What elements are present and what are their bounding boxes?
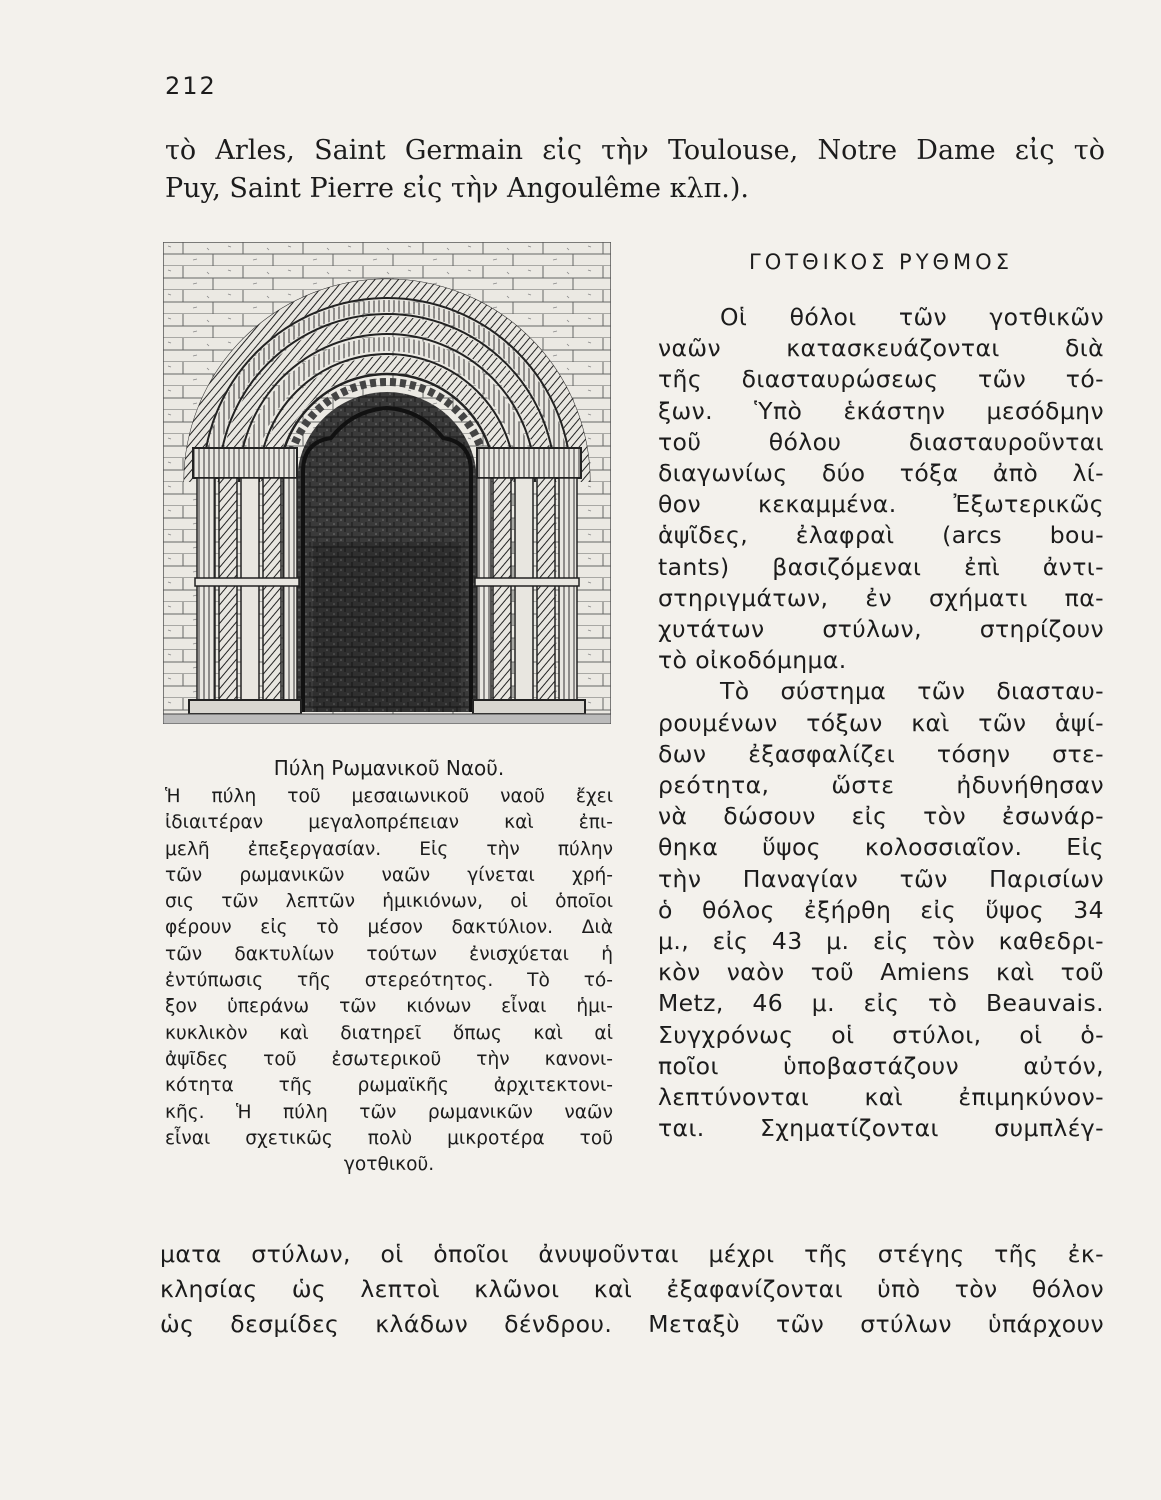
text-line: θον κεκαμμένα. Ἐξωτερικῶς <box>658 490 1104 519</box>
caption-line: τῶν ρωμανικῶν ναῶν γίνεται χρή- <box>165 864 613 886</box>
romanesque-portal-illustration <box>163 242 611 724</box>
full-width-paragraph <box>160 1237 1104 1342</box>
text-line: ὁ θόλος ἐξήρθη εἰς ὕψος 34 <box>658 895 1104 924</box>
text-line: νὰ δώσουν εἰς τὸν ἐσωνάρ- <box>658 802 1104 831</box>
text-line: χυτάτων στύλων, στηρίζουν <box>658 615 1104 644</box>
caption-line: ξον ὑπεράνω τῶν κιόνων εἶναι ἡμι- <box>165 996 613 1018</box>
text-line: ναῶν κατασκευάζονται διὰ <box>658 334 1104 363</box>
caption-line: εἶναι σχετικῶς πολὺ μικροτέρα τοῦ <box>165 1127 613 1149</box>
caption-line: κυκλικὸν καὶ διατηρεῖ ὅπως καὶ αἱ <box>165 1022 613 1044</box>
page-number: 212 <box>165 72 217 100</box>
caption-line: κότητα τῆς ρωμαϊκῆς ἀρχιτεκτονι- <box>165 1075 613 1097</box>
text-line: Metz, 46 μ. εἰς τὸ Beauvais. <box>658 989 1104 1018</box>
text-line: τοῦ θόλου διασταυροῦνται <box>658 427 1104 456</box>
text-line: θηκα ὕψος κολοσσιαῖον. Εἰς <box>658 833 1104 862</box>
text-line: ρουμένων τόξων καὶ τῶν ἁψί- <box>658 708 1104 737</box>
intro-paragraph <box>165 132 1105 208</box>
section-heading: ΓΟΤΘΙΚΟΣ ΡΥΘΜΟΣ <box>749 250 1013 274</box>
text-line: ἁψῖδες, ἐλαφραὶ (arcs bou- <box>658 521 1104 550</box>
caption-line: ἀψῖδες τοῦ ἐσωτερικοῦ τὴν κανονι- <box>165 1048 613 1070</box>
text-line: Puy, Saint Pierre εἰς τὴν Angoulême κλπ.). <box>165 173 750 204</box>
caption-line: σις τῶν λεπτῶν ἡμικιόνων, οἱ ὁποῖοι <box>165 891 613 913</box>
caption-line: τῶν δακτυλίων τούτων ἐνισχύεται ἡ <box>165 943 613 965</box>
text-line: Οἱ θόλοι τῶν γοτθικῶν <box>720 303 1104 331</box>
caption-line: ἰδιαιτέραν μεγαλοπρέπειαν καὶ ἐπι- <box>165 812 613 834</box>
text-line: Συγχρόνως οἱ στύλοι, οἱ ὁ- <box>658 1020 1104 1049</box>
figure-caption <box>165 784 613 1178</box>
text-line: ματα στύλων, οἱ ὁποῖοι ἀνυψοῦνται μέχρι τῆς στέγης τῆς ἐκ- <box>160 1240 1104 1268</box>
text-line: Τὸ σύστημα τῶν διασταυ- <box>720 677 1104 706</box>
caption-line: κῆς. Ἡ πύλη τῶν ρωμανικῶν ναῶν <box>165 1101 613 1123</box>
text-line: ξων. Ὑπὸ ἑκάστην μεσόδμην <box>658 396 1104 425</box>
caption-line: ἐντύπωσις τῆς στερεότητος. Τὸ τό- <box>165 970 613 992</box>
text-line: στηριγμάτων, ἐν σχήματι πα- <box>658 583 1104 612</box>
text-line: ὡς δεσμίδες κλάδων δένδρου. Μεταξὺ τῶν στύλων ὑπάρχουν <box>160 1310 1104 1338</box>
text-line: μ., εἰς 43 μ. εἰς τὸν καθεδρι- <box>658 927 1104 956</box>
caption-line: γοτθικοῦ. <box>343 1154 435 1176</box>
text-line: διαγωνίως δύο τόξα ἀπὸ λί- <box>658 459 1104 488</box>
text-line: τῆς διασταυρώσεως τῶν τό- <box>658 365 1104 394</box>
text-line: ται. Σχηματίζονται συμπλέγ- <box>658 1114 1104 1143</box>
text-line: κὸν ναὸν τοῦ Amiens καὶ τοῦ <box>658 958 1104 987</box>
text-line: τὸ οἰκοδόμημα. <box>658 646 847 675</box>
text-line: ποῖοι ὑποβαστάζουν αὐτόν, <box>658 1051 1104 1080</box>
caption-line: φέρουν εἰς τὸ μέσον δακτύλιον. Διὰ <box>165 917 613 939</box>
text-line: τὸ Arles, Saint Germain εἰς τὴν Toulouse, Notre Dame εἰς τὸ <box>165 135 1105 166</box>
section-body <box>658 302 1104 1144</box>
caption-line: μελῆ ἐπεξεργασίαν. Εἰς τὴν πύλην <box>165 838 613 860</box>
text-line: tants) βασιζόμεναι ἐπὶ ἀντι- <box>658 552 1104 581</box>
text-line: ρεότητα, ὥστε ἠδυνήθησαν <box>658 771 1104 800</box>
figure-caption-title: Πύλη Ρωμανικοῦ Ναοῦ. <box>273 756 505 780</box>
text-line: δων ἐξασφαλίζει τόσην στε- <box>658 739 1104 768</box>
text-line: κλησίας ὡς λεπτοὶ κλῶνοι καὶ ἐξαφανίζονται ὑπὸ τὸν θόλον <box>160 1275 1104 1303</box>
text-line: τὴν Παναγίαν τῶν Παρισίων <box>658 864 1104 893</box>
text-line: λεπτύνονται καὶ ἐπιμηκύνον- <box>658 1083 1104 1112</box>
caption-line: Ἡ πύλη τοῦ μεσαιωνικοῦ ναοῦ ἔχει <box>165 786 613 807</box>
